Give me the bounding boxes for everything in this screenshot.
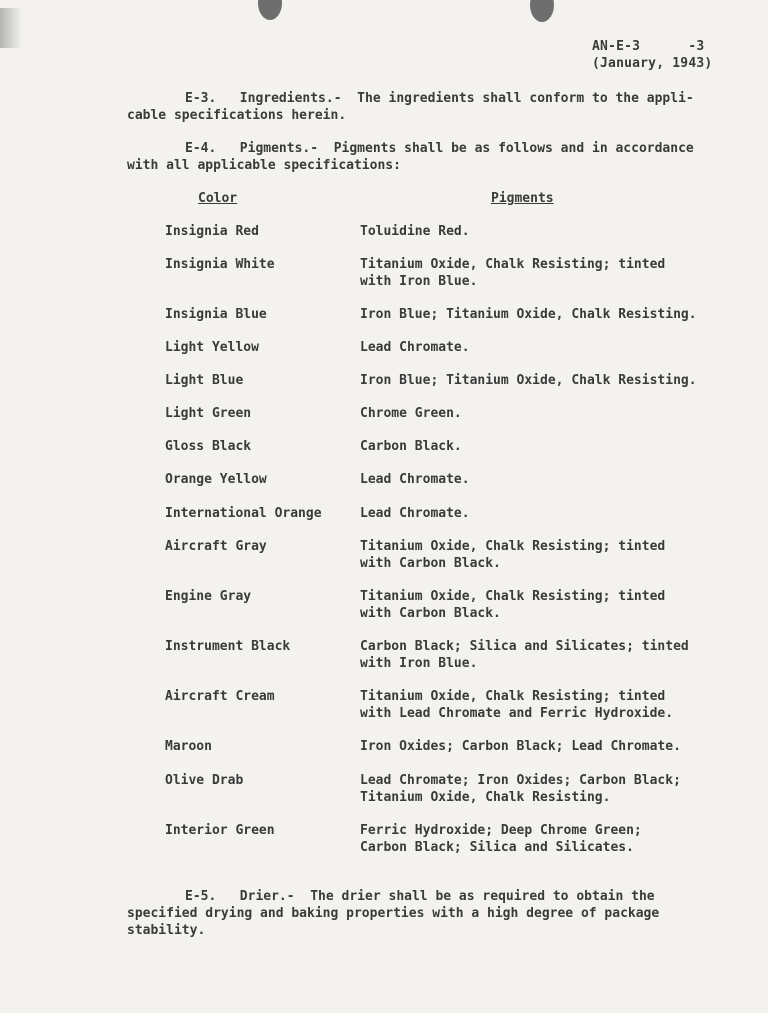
- pigment-line: with Iron Blue.: [360, 274, 478, 289]
- pigment-line: Iron Blue; Titanium Oxide, Chalk Resisting.: [360, 373, 697, 388]
- color-name: Aircraft Gray: [165, 539, 267, 554]
- punch-hole-left: [258, 0, 282, 20]
- pigment-line: Lead Chromate; Iron Oxides; Carbon Black;: [360, 773, 681, 788]
- color-name: Light Blue: [165, 373, 244, 388]
- pigment-line: Lead Chromate.: [360, 472, 470, 487]
- pigment-line: Iron Blue; Titanium Oxide, Chalk Resisting.: [360, 307, 697, 322]
- color-name: Interior Green: [165, 823, 275, 838]
- section-e3-line: cable specifications herein.: [127, 108, 347, 123]
- color-name: Insignia White: [165, 257, 275, 272]
- color-name: Orange Yellow: [165, 472, 267, 487]
- color-name: Instrument Black: [165, 639, 291, 654]
- pigment-description: [360, 372, 697, 389]
- pigment-line: Toluidine Red.: [360, 224, 470, 239]
- section-e5-line: stability.: [127, 923, 206, 938]
- pigment-line: with Iron Blue.: [360, 656, 478, 671]
- color-name: Light Green: [165, 406, 252, 421]
- pigment-line: Carbon Black; Silica and Silicates; tinted: [360, 639, 689, 654]
- pigment-line: Ferric Hydroxide; Deep Chrome Green;: [360, 823, 642, 838]
- pigment-description: [360, 223, 470, 240]
- section-e3: [127, 90, 727, 124]
- section-e5-line: specified drying and baking properties with a high degree of package: [127, 906, 660, 921]
- document-date: (January, 1943): [592, 56, 713, 71]
- color-name: Insignia Red: [165, 224, 259, 239]
- pigment-description: [360, 638, 689, 672]
- pigment-description: [360, 339, 470, 356]
- pigment-line: Titanium Oxide, Chalk Resisting; tinted: [360, 689, 666, 704]
- pigment-line: Titanium Oxide, Chalk Resisting; tinted: [360, 257, 666, 272]
- pigment-description: [360, 772, 681, 806]
- pigment-line: Titanium Oxide, Chalk Resisting; tinted: [360, 589, 666, 604]
- pigment-line: Chrome Green.: [360, 406, 462, 421]
- document-id: AN-E-3 -3: [592, 39, 705, 54]
- section-e4-line: E-4. Pigments.- Pigments shall be as follows and in accordance: [185, 141, 694, 156]
- pigment-description: [360, 538, 665, 572]
- pigment-description: [360, 306, 697, 323]
- section-e4: [127, 140, 727, 174]
- pigment-line: Titanium Oxide, Chalk Resisting.: [360, 790, 611, 805]
- section-e5-line: E-5. Drier.- The drier shall be as required to obtain the: [185, 889, 655, 904]
- pigment-line: Titanium Oxide, Chalk Resisting; tinted: [360, 539, 666, 554]
- color-name: Light Yellow: [165, 340, 259, 355]
- section-e4-line: with all applicable specifications:: [127, 158, 401, 173]
- pigment-line: with Carbon Black.: [360, 606, 501, 621]
- pigment-line: with Carbon Black.: [360, 556, 501, 571]
- pigment-line: Iron Oxides; Carbon Black; Lead Chromate.: [360, 739, 681, 754]
- pigments-column-header: Pigments: [491, 191, 554, 206]
- color-name: Gloss Black: [165, 439, 252, 454]
- color-name: Maroon: [165, 739, 212, 754]
- pigment-description: [360, 405, 462, 422]
- color-name: Aircraft Cream: [165, 689, 275, 704]
- pigment-description: [360, 438, 462, 455]
- pigment-description: [360, 738, 681, 755]
- pigment-line: Lead Chromate.: [360, 506, 470, 521]
- pigment-description: [360, 822, 642, 856]
- color-name: Insignia Blue: [165, 307, 267, 322]
- section-e5: [127, 888, 727, 939]
- color-name: International Orange: [165, 506, 322, 521]
- pigment-line: Lead Chromate.: [360, 340, 470, 355]
- pigment-line: with Lead Chromate and Ferric Hydroxide.: [360, 706, 674, 721]
- pigment-description: [360, 505, 470, 522]
- pigment-description: [360, 688, 673, 722]
- edge-smudge: [0, 8, 22, 48]
- pigment-description: [360, 471, 470, 488]
- pigment-description: [360, 588, 665, 622]
- pigment-line: Carbon Black; Silica and Silicates.: [360, 840, 634, 855]
- color-name: Engine Gray: [165, 589, 252, 604]
- color-column-header: Color: [198, 191, 238, 206]
- pigment-description: [360, 256, 665, 290]
- color-name: Olive Drab: [165, 773, 244, 788]
- section-e3-line: E-3. Ingredients.- The ingredients shall conform to the appli-: [185, 91, 694, 106]
- punch-hole-right: [530, 0, 554, 22]
- pigment-line: Carbon Black.: [360, 439, 462, 454]
